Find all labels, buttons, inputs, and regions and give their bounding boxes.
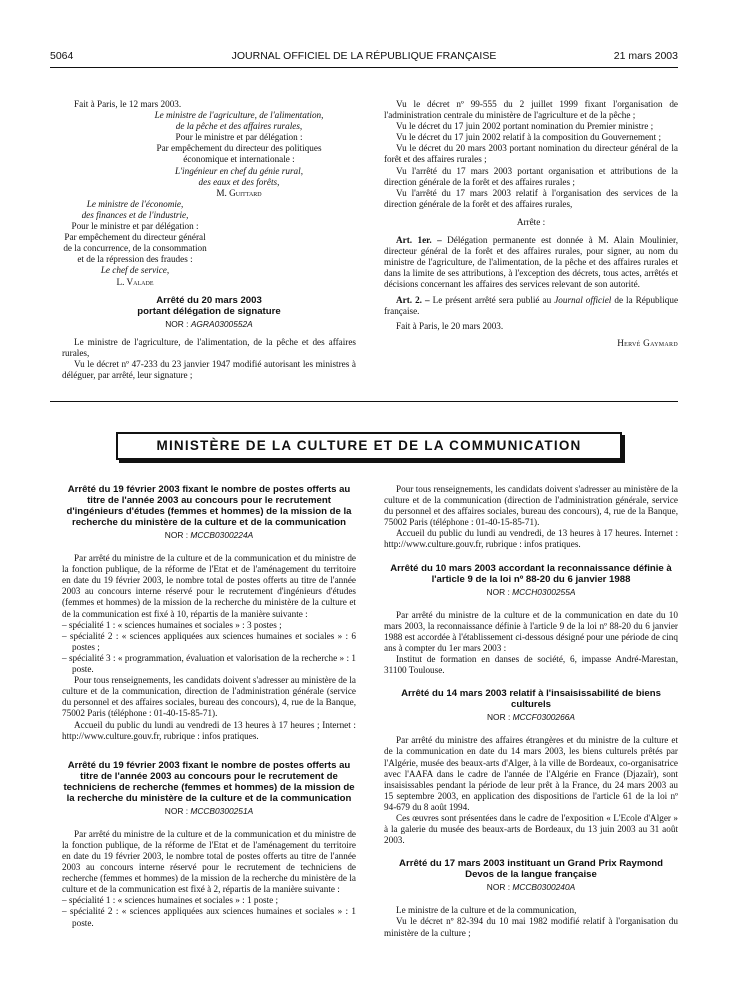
nor-reference: NOR : MCCH0300255A — [486, 586, 576, 597]
signature-line: de la concurrence, de la consommation — [63, 243, 207, 254]
signature-line: L'ingénieur en chef du génie rural, — [174, 165, 303, 176]
paragraph: Par arrêté du ministre de la culture et de la communication et du ministre de la fonction publique, de la réforme de l'Etat et de l'aménagement du territoire en date du 19 février 2003, le nombre total de postes offerts au titre de l'année 2003 au concours interne réservé pour le recrutement d'ingénieurs d'études (femmes et hommes) de la mission de la recherche du ministère de la culture et de la communication est fixé à 10, répartis de la manière suivante : — [62, 553, 356, 619]
header-rule — [50, 67, 678, 68]
paragraph: Pour tous renseignements, les candidats doivent s'adresser au ministère de la culture et de la communication, direction de l'administration générale (service du personnel et des affaires sociales, bureau des concours), 4, rue de la Banque, 75002 Paris (téléphone : 01-40-15-85-71). — [62, 675, 356, 719]
list-item: – spécialité 3 : « programmation, évaluation et valorisation de la recherche » : 1 poste. — [62, 652, 356, 675]
arrete-title-line-2: portant délégation de signature — [137, 305, 281, 317]
paragraph: Vu le décret du 17 juin 2002 portant nomination du Premier ministre ; — [396, 121, 654, 132]
signature-line: Le ministre de l'économie, — [86, 198, 184, 209]
arrete-title: Arrêté du 19 février 2003 fixant le nombre de postes offerts au titre de l'année 2003 au concours pour le recrutement de techniciens de recherche (femmes et hommes) de la mission de la recherche du ministère de la culture et de la communication — [63, 759, 355, 804]
paragraph: Ces œuvres sont présentées dans le cadre de l'exposition « L'Ecole d'Alger » à la galerie du musée des beaux-arts de Bordeaux, du 13 juin 2003 au 31 août 2003. — [384, 812, 678, 846]
signature-line: des eaux et des forêts, — [198, 176, 280, 187]
signature-block-economie — [62, 199, 208, 288]
signature-block-agriculture — [122, 110, 356, 199]
list-item: – spécialité 1 : « sciences humaines et sociales » : 1 poste ; — [62, 895, 279, 906]
bottom-right-column — [384, 484, 678, 939]
arrete-title: Arrêté du 17 mars 2003 instituant un Grand Prix Raymond Devos de la langue française — [399, 858, 663, 881]
paragraph: Vu le décret du 20 mars 2003 portant nomination du directeur général de la forêt et des affaires rurales ; — [384, 143, 678, 165]
issue-date: 21 mars 2003 — [613, 50, 678, 62]
signature-line: Pour le ministre et par délégation : — [71, 221, 199, 232]
paragraph: Vu le décret du 17 juin 2002 relatif à la composition du Gouvernement ; — [396, 132, 662, 143]
paragraph: Vu le décret nº 47-233 du 23 janvier 1947 modifié autorisant les ministres à déléguer, par arrêté, leur signature ; — [62, 358, 356, 380]
paragraph: Par arrêté du ministre de la culture et de la communication et du ministre de la fonction publique, de la réforme de l'Etat et de l'aménagement du territoire en date du 19 février 2003, le nombre total de postes offerts au titre de l'année 2003 au concours interne réservé pour le recrutement de techniciens de recherche (femmes et hommes) de la mission de la recherche du ministère de la culture et de la communication est fixé à 2, répartis de la manière suivante : — [62, 828, 356, 895]
article-1: Art. 1er. – Délégation permanente est donnée à M. Alain Moulinier, directeur général de la forêt et des affaires rurales, pour signer, au nom du ministre de l'agriculture, de l'alimentation, de la pêche et des affaires rurales et dans la limite de ses attributions, à l'exception des décrets, tous actes, arrêtés et décisions concernant les affaires des services relevant de son autorité. — [384, 235, 678, 290]
paragraph: Pour tous renseignements, les candidats doivent s'adresser au ministère de la culture et de la communication (direction de l'administration générale, service du personnel et des affaires sociales, bureau des concours), 4, rue de la Banque, 75002 Paris (téléphone : 01-40-15-85-71). — [384, 484, 678, 528]
article-2: Art. 2. – Le présent arrêté sera publié au Journal officiel de la République française. — [384, 294, 679, 316]
signature-line: Pour le ministre et par délégation : — [175, 132, 303, 143]
signature-line: Le ministre de l'agriculture, de l'alimentation, — [154, 110, 324, 121]
signature-line: et de la répression des fraudes : — [77, 254, 193, 265]
signature-line: de la pêche et des affaires rurales, — [175, 121, 303, 132]
signature-line: des finances et de l'industrie, — [81, 209, 189, 220]
signature-line: Le chef de service, — [100, 265, 170, 276]
signature-line: Par empêchement du directeur général — [64, 232, 206, 243]
nor-reference: NOR : MCCB0300251A — [164, 805, 254, 816]
nor-reference: NOR : AGRA0300552A — [165, 318, 253, 329]
arrete-title: Arrêté du 10 mars 2003 accordant la reconnaissance définie à l'article 9 de la loi nº 88-20 du 6 janvier 1988 — [390, 562, 672, 585]
arrete-title: Arrêté du 14 mars 2003 relatif à l'insaisissabilité de biens culturels — [401, 688, 661, 711]
signature-line: économique et internationale : — [183, 154, 295, 165]
signature-line: M. Guittard — [216, 187, 262, 198]
section-rule — [50, 401, 678, 402]
paragraph: Par arrêté du ministre de la culture et de la communication en date du 10 mars 2003, la reconnaissance définie à l'article 9 de la loi nº 88-20 du 6 janvier 1988 est accordée à l'établissement ci-dessous désigné pour une période de cinq ans à compter du 1er mars 2003 : — [384, 609, 678, 653]
paragraph: Par arrêté du ministre des affaires étrangères et du ministre de la culture et de la communication en date du 14 mars 2003, les biens culturels prêtés par l'Algérie, musée des beaux-arts d'Alger, à la ville de Bordeaux, co-organisatrice avec l'AAFA dans le cadre de l'année de l'Algérie en France (Djazaïr), sont insaisissables pendant la période de leur prêt à la France, du 24 mars 2003 au 15 septembre 2003, en application des dispositions de l'article 61 de la loi nº 94-679 du 8 août 1994. — [384, 735, 678, 812]
ministry-banner: MINISTÈRE DE LA CULTURE ET DE LA COMMUNICATION — [116, 432, 622, 460]
paragraph: Le ministre de l'agriculture, de l'alimentation, de la pêche et des affaires rurales, — [62, 336, 356, 358]
list-item: – spécialité 1 : « sciences humaines et sociales » : 3 postes ; — [62, 619, 282, 630]
top-right-column — [384, 99, 678, 349]
top-left-column — [62, 99, 356, 381]
signature-gaymard: Hervé Gaymard — [617, 337, 678, 348]
paragraph: Vu l'arrêté du 17 mars 2003 relatif à l'organisation des services de la direction générale de la forêt et des affaires rurales, — [384, 187, 678, 209]
nor-reference: NOR : MCCF0300266A — [487, 712, 575, 723]
paragraph: Accueil du public du lundi au vendredi de 13 heures à 17 heures ; Internet : http://www.culture.gouv.fr, rubrique : infos pratiques. — [62, 719, 356, 741]
paragraph: Le ministre de la culture et de la communication, — [396, 905, 577, 916]
paragraph: Accueil du public du lundi au vendredi, de 13 heures à 17 heures. Internet : http://www.culture.gouv.fr, rubrique : infos pratiques. — [384, 528, 678, 550]
signature-line: L. Valade — [116, 276, 154, 287]
running-header — [50, 50, 678, 64]
arrete-word: Arrête : — [516, 216, 546, 227]
page-number: 5064 — [50, 50, 74, 62]
paragraph: Institut de formation en danses de société, 6, impasse André-Marestan, 31100 Toulouse. — [384, 654, 678, 676]
bottom-left-column — [62, 484, 356, 929]
arrete-title-line-1: Arrêté du 20 mars 2003 — [156, 294, 262, 306]
list-item: – spécialité 2 : « sciences appliquées aux sciences humaines et sociales » : 1 poste. — [62, 906, 356, 928]
paragraph: Vu le décret nº 82-394 du 10 mai 1982 modifié relatif à l'organisation du ministère de la culture ; — [384, 916, 678, 938]
nor-reference: NOR : MCCB0300224A — [164, 530, 254, 540]
nor-reference: NOR : MCCB0300240A — [486, 882, 576, 893]
list-item: – spécialité 2 : « sciences appliquées aux sciences humaines et sociales » : 6 postes ; — [62, 630, 356, 652]
fait-date-1: Fait à Paris, le 12 mars 2003. — [74, 99, 182, 109]
paragraph: Vu le décret nº 99-555 du 2 juillet 1999 fixant l'organisation de l'administration centrale du ministère de l'agriculture et de la pêche ; — [384, 99, 678, 121]
fait-date-2: Fait à Paris, le 20 mars 2003. — [396, 320, 504, 331]
journal-title: JOURNAL OFFICIEL DE LA RÉPUBLIQUE FRANÇAISE — [231, 50, 497, 62]
signature-line: Par empêchement du directeur des politiques — [156, 143, 322, 154]
paragraph: Vu l'arrêté du 17 mars 2003 portant organisation et attributions de la direction générale de la forêt et des affaires rurales ; — [384, 165, 678, 187]
arrete-title: Arrêté du 19 février 2003 fixant le nombre de postes offerts au titre de l'année 2003 au concours pour le recrutement d'ingénieurs d'études (femmes et hommes) de la mission de la recherche du ministère de la culture et de la communication — [66, 484, 352, 528]
